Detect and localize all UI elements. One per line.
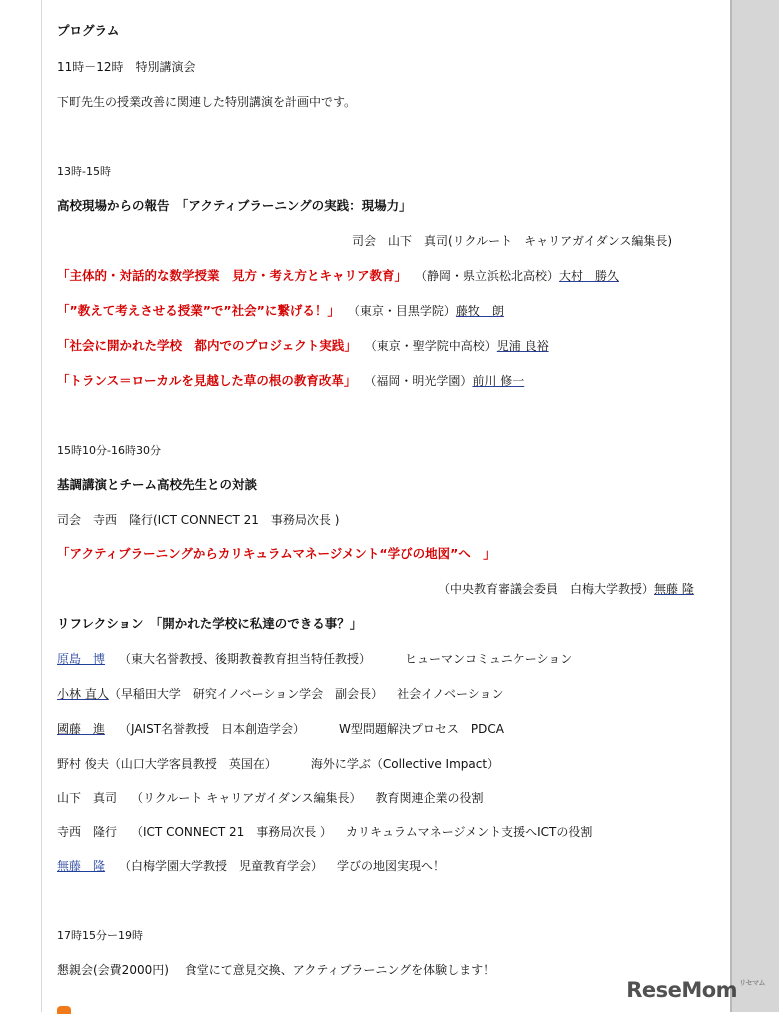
panel-member-affiliation: （山口大学客員教授 英国在）	[108, 757, 277, 771]
panel-member-topic: 社会イノベーション	[397, 687, 504, 701]
panel-member	[57, 687, 503, 701]
session2-moderator: 司会 山下 真司(リクルート キャリアガイダンス編集長)	[352, 234, 673, 248]
keynote-title: 「アクティブラーニングからカリキュラムマネージメント“学びの地図”へ 」	[57, 546, 496, 561]
session2-time: 13時-15時	[57, 165, 111, 178]
keynote-speaker-affiliation: （中央教育審議会委員 白梅大学教授）	[438, 582, 655, 596]
panel-member-topic: 学びの地図実現へ！	[337, 859, 446, 873]
report-talk-title: 「社会に開かれた学校 都内でのプロジェクト実践」	[57, 338, 357, 353]
panel-member	[57, 859, 445, 873]
resemom-logo	[626, 978, 765, 1002]
report-item	[57, 339, 549, 353]
panel-member-affiliation: （白梅学園大学教授 児童教育学会）	[119, 859, 324, 873]
panel-member-affiliation: （早稲田大学 研究イノベーション学会 副会長）	[108, 687, 384, 701]
panel-member-affiliation: （JAIST名誉教授 日本創造学会）	[119, 722, 306, 736]
resemom-logo-text: ReseMom	[626, 978, 738, 1002]
session1-description: 下町先生の授業改善に関連した特別講演を計画中です。	[57, 95, 357, 109]
keynote-speaker-link[interactable]: 無藤 隆	[654, 582, 694, 596]
session1-time: 11時－12時 特別講演会	[57, 60, 196, 74]
report-school: （東京・目黒学院）	[353, 304, 456, 318]
report-speaker-link[interactable]: 藤牧 朗	[455, 304, 504, 318]
keynote-speaker	[438, 582, 694, 596]
panel-member	[57, 825, 592, 839]
panel-member	[57, 722, 504, 736]
panel-member-topic: 教育関連企業の役割	[375, 791, 484, 805]
report-speaker-link[interactable]: 児浦 良裕	[496, 339, 549, 353]
content-left-border	[41, 0, 42, 1012]
session4-time: 17時15分ー19時	[57, 929, 143, 942]
report-talk-title: 「主体的・対話的な数学授業 見方・考え方とキャリア教育」	[57, 268, 408, 283]
resemom-logo-tm: リセマム	[739, 979, 765, 987]
panel-member-topic: ヒューマンコミュニケーション	[405, 652, 573, 666]
session3-moderator: 司会 寺西 隆行(ICT CONNECT 21 事務局次長 )	[57, 513, 340, 527]
panel-member-name: 山下 真司	[57, 791, 118, 805]
panel-member	[57, 791, 484, 805]
session2-title: 高校現場からの報告 「アクティブラーニングの実践：現場力」	[57, 198, 412, 213]
page-gutter	[732, 0, 779, 1012]
report-item	[57, 374, 524, 388]
panel-member	[57, 757, 499, 771]
panel-member-topic: W型問題解決プロセス PDCA	[339, 722, 504, 736]
report-talk-title: 「”教えて考えさせる授業”で”社会”に繋げる！」	[57, 303, 340, 318]
panel-member-name: 寺西 隆行	[57, 825, 118, 839]
report-talk-title: 「トランス＝ローカルを見越した草の根の教育改革」	[57, 373, 357, 388]
report-item	[57, 269, 619, 283]
orange-bullet-icon	[57, 1006, 71, 1014]
panel-member-topic: 海外に学ぶ（Collective Impact）	[310, 757, 500, 771]
report-school: （東京・聖学院中高校）	[370, 339, 497, 353]
report-item	[57, 304, 504, 318]
report-speaker-link[interactable]: 前川 修一	[472, 374, 525, 388]
session3-time: 15時10分-16時30分	[57, 444, 161, 457]
panel-member-affiliation: （リクルート キャリアガイダンス編集長）	[131, 791, 362, 805]
report-speaker-link[interactable]: 大村 勝久	[559, 269, 620, 283]
report-school: （静岡・県立浜松北高校）	[421, 269, 560, 283]
panel-member-link[interactable]: 無藤 隆	[57, 859, 106, 873]
panel-member-link[interactable]: 小林 直人	[57, 687, 109, 701]
panel-member-link[interactable]: 國藤 進	[57, 722, 106, 736]
panel-member-link[interactable]: 原島 博	[57, 652, 106, 666]
panel-member	[57, 652, 572, 666]
panel-member-topic: カリキュラムマネージメント支援へICTの役割	[346, 825, 593, 839]
reflection-title: リフレクション 「開かれた学校に私達のできる事？」	[57, 616, 363, 631]
panel-member-affiliation: （東大名誉教授、後期教養教育担当特任教授）	[119, 652, 372, 666]
panel-member-affiliation: （ICT CONNECT 21 事務局次長 ）	[131, 825, 333, 839]
session3-title: 基調講演とチーム高校先生との対談	[57, 477, 258, 492]
program-heading: プログラム	[57, 23, 120, 38]
session4-description: 懇親会(会費2000円) 食堂にて意見交換、アクティブラーニングを体験します！	[57, 963, 496, 977]
report-school: （福岡・明光学園）	[370, 374, 473, 388]
panel-member-name: 野村 俊夫	[57, 757, 109, 771]
